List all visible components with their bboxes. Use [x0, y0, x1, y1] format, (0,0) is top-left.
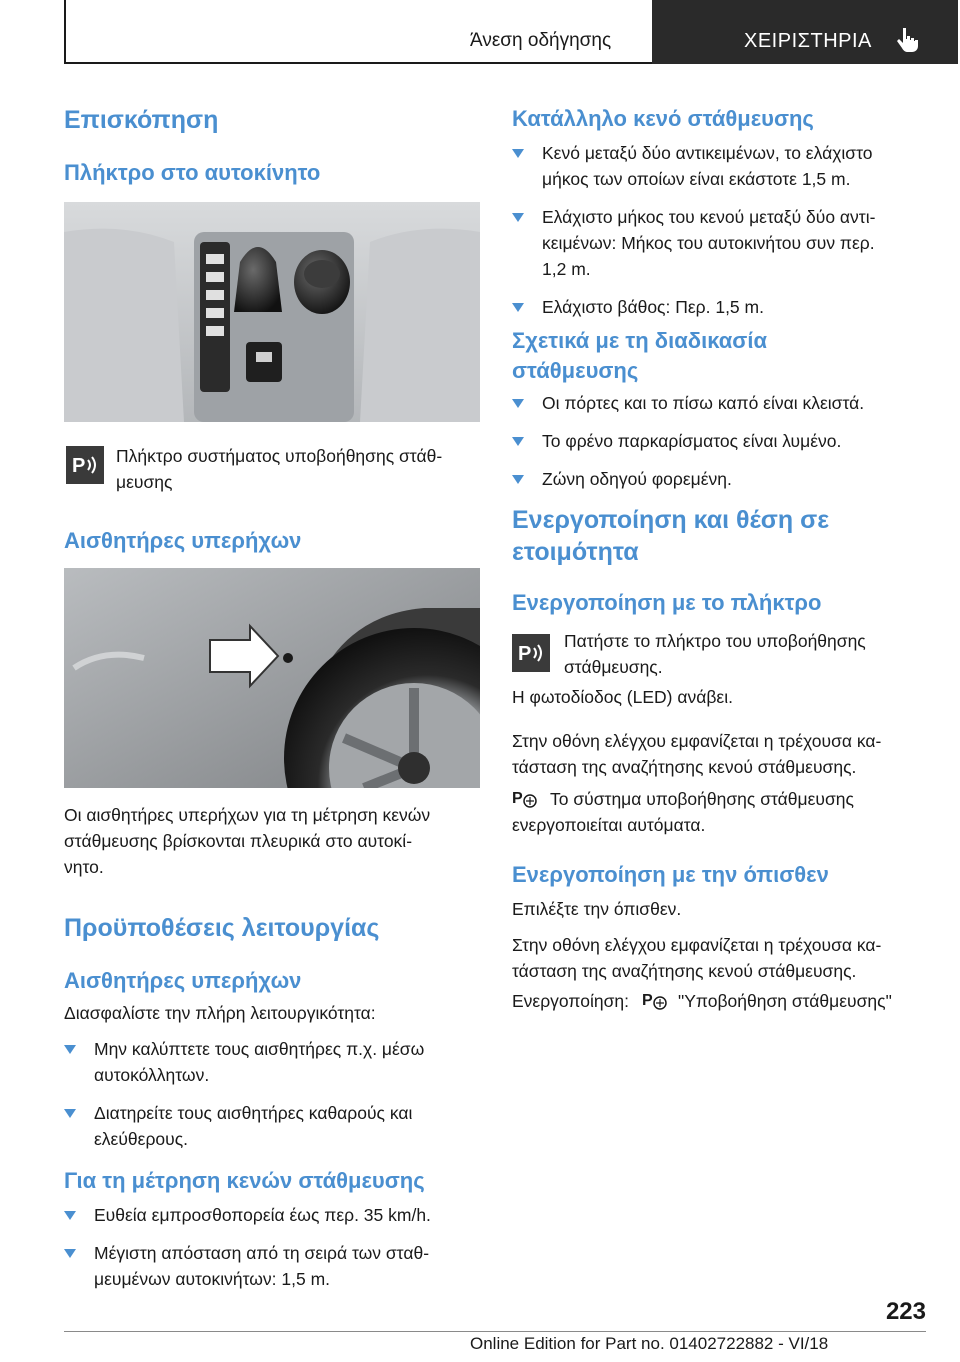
- bullet-triangle-icon: [64, 1045, 76, 1054]
- list-item-line: Διατηρείτε τους αισθητήρες καθαρούς και: [94, 1103, 413, 1123]
- page-number: 223: [885, 1298, 926, 1325]
- caption-line: μευσης: [116, 472, 173, 492]
- heading-line: ετοιμότητα: [512, 538, 639, 566]
- footer-rule: [64, 1331, 926, 1332]
- button-caption: [116, 443, 480, 495]
- bullet-triangle-icon: [64, 1211, 76, 1220]
- procedure-bullet-list: [512, 390, 928, 492]
- text-line: Στην οθόνη ελέγχου εμφανίζεται η τρέχουσα κα-: [512, 935, 882, 955]
- text-line: Πατήστε το πλήκτρο του υποβοήθησης: [564, 631, 866, 651]
- bullet-triangle-icon: [512, 475, 524, 484]
- text-line: τάσταση της αναζήτησης κενού στάθμευσης.: [512, 757, 857, 777]
- button-in-car-heading: Πλήκτρο στο αυτοκίνητο: [64, 160, 321, 185]
- list-item: [64, 1036, 480, 1088]
- bullet-triangle-icon: [64, 1109, 76, 1118]
- list-item-line: Ελάχιστο μήκος του κενού μεταξύ δύο αντι-: [542, 207, 876, 227]
- bullet-triangle-icon: [64, 1249, 76, 1258]
- list-item-line: μήκος των οποίων είναι εκάστοτε 1,5 m.: [542, 169, 851, 189]
- bullet-triangle-icon: [512, 149, 524, 158]
- ultrasonic-sensors-heading: Αισθητήρες υπερήχων: [64, 528, 302, 553]
- activation-via-reverse-heading: Ενεργοποίηση με την όπισθεν: [512, 862, 829, 887]
- list-item-line: ελεύθερους.: [94, 1129, 189, 1149]
- caption-line: στάθμευσης βρίσκονται πλευρικά στο αυτοκί-: [64, 831, 413, 851]
- activate-label: Ενεργοποίηση:: [512, 991, 629, 1011]
- overview-heading: Επισκόπηση: [64, 106, 219, 134]
- svg-text:P: P: [512, 790, 523, 807]
- auto-activation-text: [512, 786, 928, 838]
- header-section-title: Άνεση οδήγησης: [470, 30, 612, 51]
- center-console-photo: [64, 202, 480, 422]
- hand-pointer-icon: [894, 26, 920, 57]
- list-item-line: Ευθεία εμπροσθοπορεία έως περ. 35 km/h.: [94, 1205, 431, 1225]
- list-item: [512, 140, 928, 192]
- gap-bullet-list: [512, 140, 928, 320]
- text-line: τάσταση της αναζήτησης κενού στάθμευσης.: [512, 961, 857, 981]
- header-chapter-title: ΧΕΙΡΙΣΤΗΡΙΑ: [744, 30, 872, 52]
- text-line: ενεργοποιείται αυτόματα.: [512, 815, 706, 835]
- text-line: στάθμευσης.: [564, 657, 663, 677]
- park-assist-menu-icon: [642, 988, 670, 1017]
- list-item: [512, 294, 928, 320]
- list-item-line: κειμένων: Μήκος του αυτοκινήτου συν περ.: [542, 233, 875, 253]
- bullet-triangle-icon: [512, 399, 524, 408]
- list-item-line: Ζώνη οδηγού φορεμένη.: [542, 469, 732, 489]
- list-item: [512, 390, 928, 416]
- list-item-line: μευμένων αυτοκινήτων: 1,5 m.: [94, 1269, 331, 1289]
- list-item: [64, 1240, 480, 1292]
- bullet-triangle-icon: [512, 213, 524, 222]
- footer-edition: Online Edition for Part no. 01402722882 - VI/18: [470, 1334, 829, 1353]
- list-item-line: αυτοκόλλητων.: [94, 1065, 210, 1085]
- activation-heading: [512, 504, 829, 568]
- header-left-rule: [64, 0, 66, 64]
- list-item-line: Ελάχιστο βάθος: Περ. 1,5 m.: [542, 297, 764, 317]
- activation-via-button-heading: Ενεργοποίηση με το πλήκτρο: [512, 590, 822, 615]
- list-item-line: Μέγιστη απόσταση από τη σειρά των σταθ-: [94, 1243, 430, 1263]
- park-assist-button-icon: [512, 634, 550, 672]
- bullet-triangle-icon: [512, 437, 524, 446]
- list-item-line: Κενό μεταξύ δύο αντικειμένων, το ελάχιστο: [542, 143, 873, 163]
- select-reverse-text: Επιλέξτε την όπισθεν.: [512, 899, 682, 919]
- svg-text:P: P: [642, 992, 653, 1009]
- list-item: [64, 1100, 480, 1152]
- display-status-text: [512, 728, 928, 780]
- heading-line: Ενεργοποίηση και θέση σε: [512, 506, 830, 534]
- display-status-text-2: [512, 932, 928, 984]
- measure-gaps-heading: Για τη μέτρηση κενών στάθμευσης: [64, 1168, 425, 1193]
- list-item: [64, 1202, 480, 1228]
- bullet-triangle-icon: [512, 303, 524, 312]
- press-button-text: [564, 628, 928, 680]
- side-sensor-photo: [64, 568, 480, 788]
- caption-line: νητο.: [64, 857, 104, 877]
- svg-text:P: P: [518, 643, 532, 665]
- prereq-bullet-list: [64, 1036, 480, 1152]
- list-item: [512, 466, 928, 492]
- prereq-sensors-heading: Αισθητήρες υπερήχων: [64, 968, 302, 993]
- list-item-line: Οι πόρτες και το πίσω καπό είναι κλειστά.: [542, 393, 865, 413]
- sensors-caption: [64, 802, 480, 880]
- caption-line: Πλήκτρο συστήματος υποβοήθησης στάθ-: [116, 446, 443, 466]
- list-item-line: 1,2 m.: [542, 259, 591, 279]
- caption-line: Οι αισθητήρες υπερήχων για τη μέτρηση κενών: [64, 805, 431, 825]
- prerequisites-heading: Προϋποθέσεις λειτουργίας: [64, 914, 380, 942]
- measure-bullet-list: [64, 1202, 480, 1292]
- park-assist-button-icon: [66, 446, 104, 484]
- list-item-line: Μην καλύπτετε τους αισθητήρες π.χ. μέσω: [94, 1039, 425, 1059]
- text-line: Το σύστημα υποβοήθησης στάθμευσης: [550, 789, 854, 809]
- list-item: [512, 204, 928, 282]
- prereq-sensors-text: Διασφαλίστε την πλήρη λειτουργικότητα:: [64, 1003, 376, 1023]
- suitable-gap-heading: Κατάλληλο κενό στάθμευσης: [512, 106, 814, 131]
- activate-value: "Υποβοήθηση στάθμευσης": [678, 991, 892, 1011]
- text-line: Στην οθόνη ελέγχου εμφανίζεται η τρέχουσα κα-: [512, 731, 882, 751]
- heading-line: Σχετικά με τη διαδικασία: [512, 328, 767, 353]
- list-item: [512, 428, 928, 454]
- svg-text:P: P: [72, 455, 86, 477]
- heading-line: στάθμευσης: [512, 358, 639, 383]
- list-item-line: Το φρένο παρκαρίσματος είναι λυμένο.: [542, 431, 842, 451]
- procedure-heading: [512, 326, 767, 386]
- led-text: Η φωτοδίοδος (LED) ανάβει.: [512, 687, 733, 707]
